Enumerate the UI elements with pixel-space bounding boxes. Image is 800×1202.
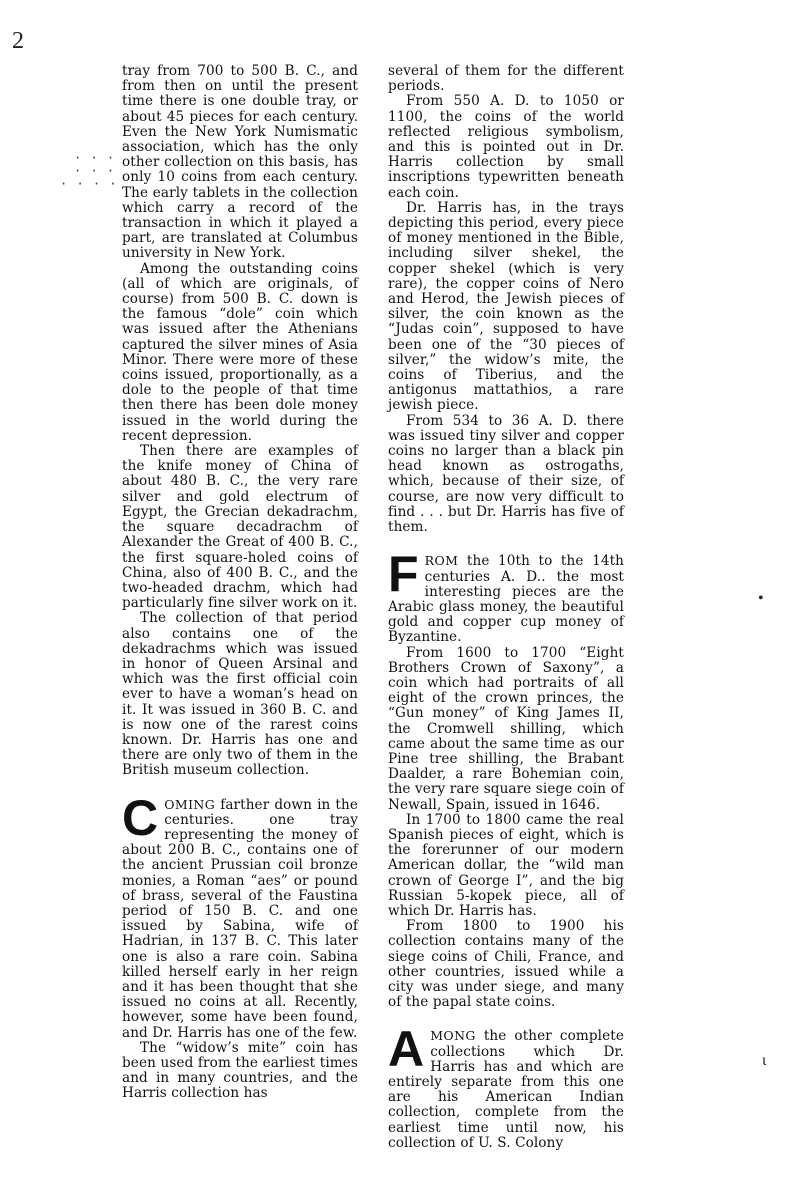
section-paragraph <box>388 1021 624 1151</box>
article-paragraph: Among the outstanding coins (all of which are originals, of course) from 500 B. C. down is the famous “dole” coin which was issued after the Athenians captured the silver mines of Asia Minor. There were more of these coins issued, proportionally, as a dole to the people of that time then there has been dole money issued in the world during the recent depression. <box>122 260 358 444</box>
edge-mark-top: • <box>758 590 764 607</box>
section-text: the other complete collections which Dr. Harris has and which are entirely separate from this one are his American Indian collection, complete from the earliest time until now, his collection of U. S. Colony <box>388 1028 624 1151</box>
article-paragraph: several of them for the different periods. <box>388 63 624 95</box>
article-paragraph: Then there are examples of the knife money of China of about 480 B. C., the very rare silver and gold electrum of Egypt, the Grecian dekadrachm, the square decadrachm of Alexander the Great of 400 B. C., the first square-holed coins of China, also of 400 B. C., and the two-headed drachm, which had particularly fine silver work on it. <box>122 443 358 612</box>
margin-mark-line: · · · · <box>60 177 118 191</box>
article-paragraph: tray from 700 to 500 B. C., and from then on until the present time there is one double tray, or about 45 pieces for each century. Even the New York Numismatic association, which has the only other collection on this basis, has only 10 coins from each century. The early tablets in the collection which carry a record of the transaction in which it played a part, are translated at Columbus university in New York. <box>122 63 358 262</box>
drop-cap: F <box>388 546 419 603</box>
section-text: the 10th to the 14th centuries A. D.. the most interesting pieces are the Arabic glass money, the beautiful gold and copper cup money of Byzantine. <box>388 553 624 646</box>
edge-mark-bottom: ι <box>762 1052 767 1069</box>
drop-cap: A <box>388 1021 425 1078</box>
drop-cap: C <box>122 789 159 846</box>
section-text: farther down in the centuries. one tray representing the money of about 200 B. C., contains one of the ancient Prussian coil bronze monies, a Roman “aes” or pound of brass, several of the Faustina period of 150 B. C. and one issued by Sabina, wife of Hadrian, in 137 B. C. This later one is also a rare coin. Sabina killed herself early in her reign and it has been thought that she issued no coins at all. Recently, however, some have been found, and Dr. Harris has one of the few. <box>122 796 358 1041</box>
section-paragraph <box>122 789 358 1041</box>
section-lead: ROM <box>424 553 459 569</box>
page-corner-mark: 2 <box>12 28 24 54</box>
margin-mark-line: · · · <box>74 164 116 178</box>
margin-mark-line: · · · <box>74 151 116 165</box>
section-lead: MONG <box>430 1028 476 1044</box>
article-paragraph: The collection of that period also contains one of the dekadrachms which was issued in honor of Queen Arsinal and which was the first official coin ever to have a woman’s head on it. It was issued in 360 B. C. and is now one of the rarest coins known. Dr. Harris has one and there are only two of them in the British museum collection. <box>122 610 358 779</box>
article-paragraph: From 534 to 36 A. D. there was issued tiny silver and copper coins no larger than a black pin head known as ostrogaths, which, because of their size, of course, are now very difficult to find . . . but Dr. Harris has five of them. <box>388 412 624 536</box>
article-paragraph: From 550 A. D. to 1050 or 1100, the coins of the world reflected religious symbolism, and this is pointed out in Dr. Harris collection by small inscriptions typewritten beneath each coin. <box>388 93 624 201</box>
section-paragraph <box>388 546 624 646</box>
article-paragraph: The “widow’s mite” coin has been used from the earliest times and in many countries, and the Harris collection has <box>122 1039 358 1102</box>
article-paragraph: From 1600 to 1700 “Eight Brothers Crown of Saxony”, a coin which had portraits of all eight of the crown princes, the “Gun money” of King James II, the Cromwell shilling, which came about the same time as our Pine tree shilling, the Brabant Daalder, a rare Bohemian coin, the very rare square siege coin of Newall, Spain, issued in 1646. <box>388 644 624 813</box>
margin-marks <box>60 151 122 191</box>
right-column <box>388 64 624 1151</box>
article-paragraph: From 1800 to 1900 his collection contains many of the siege coins of Chili, France, and other countries, issued while a city was under siege, and many of the papal state coins. <box>388 918 624 1011</box>
section-lead: OMING <box>164 796 216 812</box>
left-column <box>122 64 358 1102</box>
article-paragraph: Dr. Harris has, in the trays depicting this period, every piece of money mentioned in the Bible, including silver shekel, the copper shekel (which is very rare), the copper coins of Nero and Herod, the Jewish pieces of silver, the coin known as the “Judas coin”, supposed to have been one of the “30 pieces of silver,” the widow’s mite, the coins of Tiberius, and the antigonus mattathios, a rare jewish piece. <box>388 199 624 414</box>
article-paragraph: In 1700 to 1800 came the real Spanish pieces of eight, which is the forerunner of our modern American dollar, the “wild man crown of George I”, and the big Russian 5-kopek piece, all of which Dr. Harris has. <box>388 811 624 919</box>
